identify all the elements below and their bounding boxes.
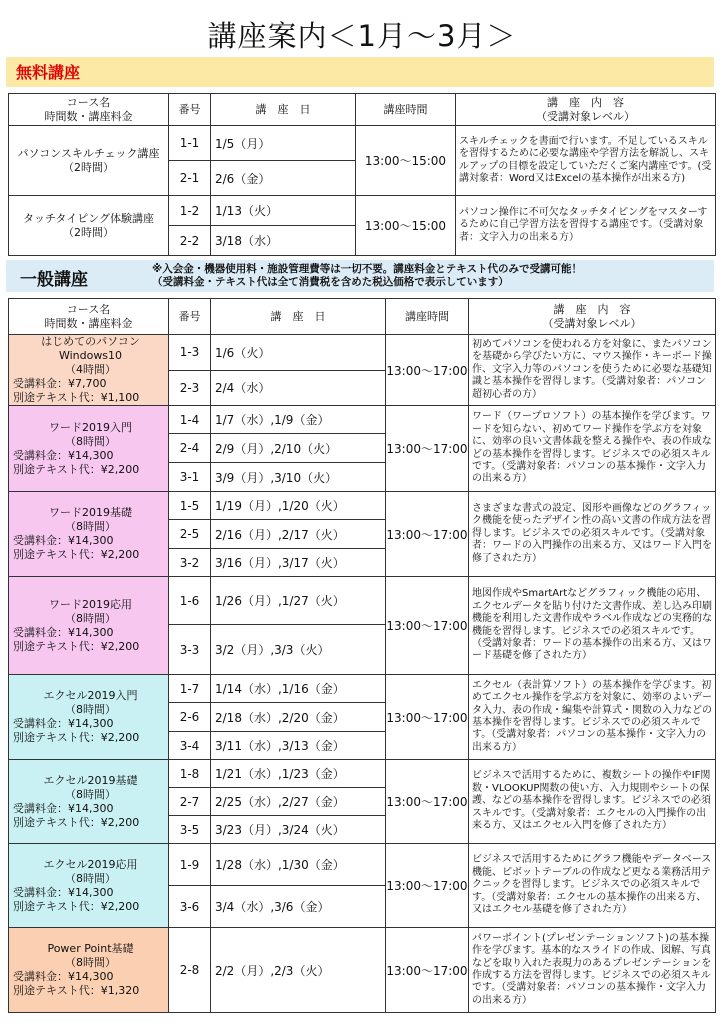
session-date: 2/25（水）,2/27（金） <box>211 788 386 816</box>
session-number: 1-7 <box>169 675 211 703</box>
session-number: 3-2 <box>169 549 211 577</box>
session-number: 1-3 <box>169 335 211 371</box>
session-time: 13:00〜17:00 <box>386 492 469 577</box>
course-cell: ワード2019基礎 （8時間） 受講料金：¥14,300 別途テキスト代：¥2,200 <box>9 492 169 577</box>
session-number: 2-7 <box>169 788 211 816</box>
session-number: 3-5 <box>169 816 211 844</box>
session-time: 13:00〜15:00 <box>356 196 456 256</box>
free-course-band <box>6 57 714 87</box>
session-date: 2/16（月）,2/17（火） <box>211 520 386 549</box>
session-number: 1-8 <box>169 760 211 788</box>
table-row <box>9 844 716 886</box>
course-cell: タッチタイピング体験講座 （2時間） <box>9 196 169 256</box>
session-date: 2/6（金） <box>211 161 356 196</box>
session-time: 13:00〜17:00 <box>386 928 469 1013</box>
course-description: パワーポイント(プレゼンテーションソフト)の基本操作を学びます。基本的なスライドの作成、図解、写真などを取り入れた表現力のあるプレゼンテーションを作成する方法を習得します。ビジネスでの必須スキルです。（受講対象者：パソコンの基本操作・文字入力の出来る方） <box>469 928 716 1013</box>
session-time: 13:00〜17:00 <box>386 406 469 492</box>
header-date: 講 座 日 <box>211 94 356 126</box>
session-time: 13:00〜15:00 <box>356 126 456 196</box>
session-date: 1/21（水）,1/23（金） <box>211 760 386 788</box>
table-header-row <box>9 299 716 335</box>
session-date: 3/4（水）,3/6（金） <box>211 886 386 928</box>
session-date: 3/16（月）,3/17（火） <box>211 549 386 577</box>
session-date: 1/19（月）,1/20（火） <box>211 492 386 520</box>
session-date: 2/18（水）,2/20（金） <box>211 703 386 732</box>
table-row <box>9 760 716 788</box>
table-row <box>9 492 716 520</box>
header-content: 講 座 内 容 （受講対象レベル） <box>469 299 716 335</box>
session-date: 3/2（月）,3/3（火） <box>211 625 386 675</box>
free-course-heading: 無料講座 <box>16 63 81 82</box>
table-row <box>9 577 716 625</box>
course-cell: エクセル2019入門 （8時間） 受講料金：¥14,300 別途テキスト代：¥2,200 <box>9 675 169 760</box>
session-number: 2-4 <box>169 434 211 463</box>
session-number: 2-2 <box>169 226 211 256</box>
session-date: 1/7（水）,1/9（金） <box>211 406 386 434</box>
course-cell: ワード2019入門 （8時間） 受講料金：¥14,300 別途テキスト代：¥2,200 <box>9 406 169 492</box>
course-cell: ワード2019応用 （8時間） 受講料金：¥14,300 別途テキスト代：¥2,200 <box>9 577 169 675</box>
header-time: 講座時間 <box>386 299 469 335</box>
course-description: 初めてパソコンを使われる方を対象に、またパソコンを基礎から学びたい方に、マウス操作・キーボード操作、文字入力等のパソコンを使うために必要な基礎知識と基本操作を習得します。（受講対象者：パソコン超初心者の方） <box>469 335 716 406</box>
session-number: 2-8 <box>169 928 211 1013</box>
session-date: 3/9（月）,3/10（火） <box>211 463 386 492</box>
course-cell: パソコンスキルチェック講座 （2時間） <box>9 126 169 196</box>
session-date: 1/28（水）,1/30（金） <box>211 844 386 886</box>
header-date: 講 座 日 <box>211 299 386 335</box>
header-course: コース名 時間数・講座料金 <box>9 94 169 126</box>
table-row <box>9 126 716 161</box>
course-description: ワード（ワープロソフト）の基本操作を学びます。ワードを知らない、初めてワード操作を学ぶ方を対象に、効率の良い文書体裁を整える操作や、表の作成などの基本操作を習得します。ビジネスでの必須スキルです。（受講対象者：パソコンの基本操作・文字入力の出来る方） <box>469 406 716 492</box>
session-time: 13:00〜17:00 <box>386 760 469 844</box>
session-number: 3-4 <box>169 732 211 760</box>
session-number: 1-2 <box>169 196 211 226</box>
session-number: 1-6 <box>169 577 211 625</box>
session-date: 2/2（月）,2/3（火） <box>211 928 386 1013</box>
header-course: コース名 時間数・講座料金 <box>9 299 169 335</box>
session-number: 2-1 <box>169 161 211 196</box>
session-number: 2-3 <box>169 370 211 406</box>
session-date: 1/14（水）,1/16（金） <box>211 675 386 703</box>
session-number: 2-6 <box>169 703 211 732</box>
session-date: 3/18（水） <box>211 226 356 256</box>
session-date: 1/26（月）,1/27（火） <box>211 577 386 625</box>
header-content: 講 座 内 容 （受講対象レベル） <box>456 94 716 126</box>
session-date: 1/5（月） <box>211 126 356 161</box>
general-course-table <box>8 298 716 1013</box>
table-header-row <box>9 94 716 126</box>
session-number: 3-3 <box>169 625 211 675</box>
course-description: パソコン操作に不可欠なタッチタイピングをマスターするために自己学習方法を習得する講座です。（受講対象者：文字入力の出来る方） <box>456 196 716 256</box>
session-time: 13:00〜17:00 <box>386 577 469 675</box>
course-cell: Power Point基礎 （8時間） 受講料金：¥14,300 別途テキスト代：¥1,320 <box>9 928 169 1013</box>
table-row <box>9 335 716 371</box>
course-description: ビジネスで活用するためにグラフ機能やデータベース機能、ピボットテーブルの作成など更なる業務活用テクニックを習得します。ビジネスでの必須スキルです。（受講対象者：エクセルの基本操作の出来る方、又はエクセル基礎を修了された方） <box>469 844 716 928</box>
header-num: 番号 <box>169 94 211 126</box>
table-row <box>9 928 716 1013</box>
session-number: 1-5 <box>169 492 211 520</box>
session-time: 13:00〜17:00 <box>386 335 469 406</box>
session-time: 13:00〜17:00 <box>386 675 469 760</box>
session-number: 1-9 <box>169 844 211 886</box>
session-date: 2/4（水） <box>211 370 386 406</box>
pricing-note: ※入会金・機器使用料・施設管理費等は一切不要。講座料金とテキスト代のみで受講可能！ （受講料金・テキスト代は全て消費税を含めた税込価格で表示しています） <box>152 263 582 288</box>
course-description: 地図作成やSmartArtなどグラフィック機能の応用、エクセルデータを貼り付けた文書作成、差し込み印刷機能を利用した文書作成やラベル作成などの実務的な機能を習得します。ビジネスでの必須スキルです。（受講対象者：ワードの基本操作の出来る方、又はワード基礎を修了された方） <box>469 577 716 675</box>
session-date: 1/13（火） <box>211 196 356 226</box>
general-course-heading: 一般講座 <box>20 270 88 290</box>
session-number: 3-6 <box>169 886 211 928</box>
session-number: 3-1 <box>169 463 211 492</box>
session-date: 2/9（月）,2/10（火） <box>211 434 386 463</box>
table-row <box>9 406 716 434</box>
course-cell: エクセル2019応用 （8時間） 受講料金：¥14,300 別途テキスト代：¥2,200 <box>9 844 169 928</box>
session-number: 1-1 <box>169 126 211 161</box>
table-row <box>9 196 716 226</box>
session-time: 13:00〜17:00 <box>386 844 469 928</box>
header-time: 講座時間 <box>356 94 456 126</box>
session-number: 1-4 <box>169 406 211 434</box>
session-number: 2-5 <box>169 520 211 549</box>
session-date: 3/23（月）,3/24（火） <box>211 816 386 844</box>
course-cell: はじめてのパソコン Windows10 （4時間） 受講料金：¥7,700 別途テキスト代：¥1,100 <box>9 335 169 406</box>
course-description: ビジネスで活用するために、複数シートの操作やIF関数・VLOOKUP関数の使い方、入力規則やシートの保護、などの基本操作を習得します。ビジネスでの必須スキルです。（受講対象者：エクセルの入門操作の出来る方、又はエクセル入門を修了された方） <box>469 760 716 844</box>
free-course-table <box>8 93 716 256</box>
course-cell: エクセル2019基礎 （8時間） 受講料金：¥14,300 別途テキスト代：¥2,200 <box>9 760 169 844</box>
course-description: さまざまな書式の設定、図形や画像などのグラフィック機能を使ったデザイン性の高い文書の作成方法を習得します。ビジネスでの必須スキルです。（受講対象者：ワードの入門操作の出来る方、又はワード入門を修了された方） <box>469 492 716 577</box>
header-num: 番号 <box>169 299 211 335</box>
session-date: 1/6（火） <box>211 335 386 371</box>
course-description: エクセル（表計算ソフト）の基本操作を学びます。初めてエクセル操作を学ぶ方を対象に、効率のよいデータ入力、表の作成・編集や計算式・関数の入力などの基本操作を習得します。ビジネスでの必須スキルです。（受講対象者：パソコンの基本操作・文字入力の出来る方） <box>469 675 716 760</box>
page-title: 講座案内＜1月〜3月＞ <box>207 19 517 53</box>
session-date: 3/11（水）,3/13（金） <box>211 732 386 760</box>
course-description: スキルチェックを書面で行います。不足しているスキルを習得するために必要な講座や学習方法を解説し、スキルアップの目標を設定していただくご案内講座です。(受講対象者：Word又はExcelの基本操作が出来る方) <box>456 126 716 196</box>
table-row <box>9 675 716 703</box>
general-course-band <box>6 260 714 292</box>
